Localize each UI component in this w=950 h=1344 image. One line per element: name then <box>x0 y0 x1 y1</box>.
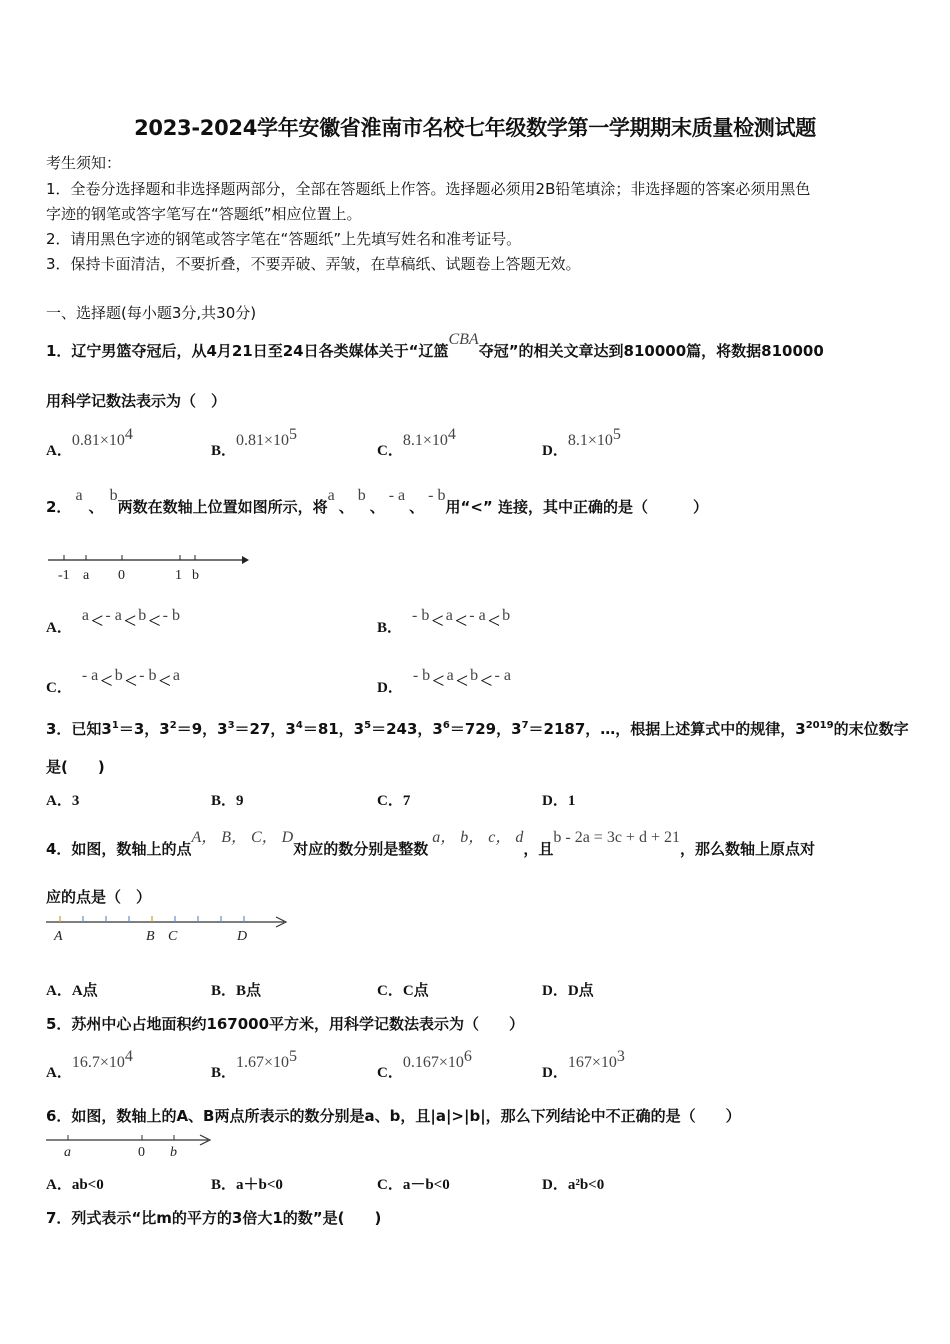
q6-option-b[interactable]: B．a＋b<0 <box>211 1177 283 1193</box>
q1-option-d[interactable] <box>542 426 621 459</box>
q6-option-c[interactable]: C．a－b<0 <box>377 1177 450 1193</box>
q2-var-b: b <box>109 487 118 504</box>
q2-label-b: b <box>192 568 199 583</box>
q2-b-t4: b <box>502 607 511 624</box>
q2-c-t2: b <box>114 667 123 684</box>
q4-label-C: C <box>168 929 178 944</box>
q1-option-d-exp: 5 <box>612 426 621 443</box>
q3-t2: ＝9，3 <box>176 720 228 738</box>
q2-a-lt2: < <box>123 608 137 633</box>
q2-d-t4: - a <box>494 667 511 684</box>
q4-mid: 对应的数分别是整数 <box>293 840 429 858</box>
q5-option-a-label: A． <box>46 1065 72 1081</box>
q6-option-a[interactable]: A．ab<0 <box>46 1177 104 1193</box>
q2-mid-text: 两数在数轴上位置如图所示，将 <box>117 498 328 516</box>
q2-sep: 、 <box>88 498 104 516</box>
q4-ticks <box>60 916 244 922</box>
question-7: 7．列式表示“比m的平方的3倍大1的数”是( ) <box>46 1209 382 1227</box>
q3-e8: 2019 <box>805 720 834 731</box>
q4-label-B: B <box>146 929 155 944</box>
q2-label-m1: -1 <box>58 568 70 583</box>
q3-line-2: 是( ) <box>46 758 105 776</box>
q2-b-lt1: < <box>431 608 444 633</box>
notes-line-1: 1．全卷分选择题和非选择题两部分，全部在答题纸上作答。选择题必须用2B铅笔填涂；非选择题的答案必须用黑色 <box>46 180 811 198</box>
q1-option-b-mantissa: 0.81×10 <box>236 432 290 449</box>
question-6: 6．如图，数轴上的A、B两点所表示的数分别是a、b，且|a|>|b|，那么下列结论中不正确的是（ ） <box>46 1107 741 1125</box>
q1-line-2: 用科学记数法表示为（ ） <box>46 392 227 410</box>
q2-label-0: 0 <box>118 568 125 583</box>
q2-sep-2: 、 <box>338 498 354 516</box>
q4-option-b[interactable]: B．B点 <box>211 983 262 999</box>
q3-option-a[interactable]: A．3 <box>46 793 80 809</box>
q5-option-a[interactable] <box>46 1048 133 1081</box>
q3-e4: 4 <box>295 720 303 731</box>
q2-c-lt3: < <box>158 668 171 693</box>
q5-option-b[interactable] <box>211 1048 298 1081</box>
q1-option-d-mantissa: 8.1×10 <box>567 432 613 449</box>
q2-b-t3: - a <box>469 607 486 624</box>
q2-c-t3: - b <box>139 667 157 684</box>
q1-text-post: 夺冠”的相关文章达到810000篇，将数据810000 <box>478 342 824 360</box>
notes-line-3: 3．保持卡面清洁，不要折叠，不要弄破、弄皱，在草稿纸、试题卷上答题无效。 <box>46 255 581 273</box>
q6-label-a: a <box>64 1145 71 1160</box>
q2-a-t3: b <box>138 607 147 624</box>
q3-e3: 3 <box>227 720 235 731</box>
q4-vars: a， b， c， d <box>432 829 524 846</box>
q5-option-d-exp: 3 <box>616 1048 625 1065</box>
q2-end-text: 用“<” 连接，其中正确的是（ ） <box>445 498 709 516</box>
q3-option-c[interactable]: C．7 <box>377 793 411 809</box>
q2-b-t2: a <box>445 607 453 624</box>
q2-var-b2: b <box>357 487 366 504</box>
q1-option-b[interactable] <box>211 426 298 459</box>
q1-option-b-exp: 5 <box>289 426 298 443</box>
q5-option-b-mantissa: 1.67×10 <box>236 1054 290 1071</box>
q2-c-t1: - a <box>81 667 99 684</box>
question-5: 5．苏州中心占地面积约167000平方米，用科学记数法表示为（ ） <box>46 1015 525 1033</box>
q2-a-t1: a <box>81 607 89 624</box>
q6-label-0: 0 <box>138 1145 145 1160</box>
q2-c-t4: a <box>172 667 180 684</box>
q3-t0: 3．已知3 <box>46 720 112 738</box>
question-4 <box>46 824 815 858</box>
q2-d-lt3: < <box>480 668 493 693</box>
q4-label-A: A <box>54 929 63 944</box>
q3-t3: ＝27，3 <box>234 720 296 738</box>
q3-t5: ＝243，3 <box>371 720 443 738</box>
q2-option-b[interactable] <box>377 600 511 636</box>
q5-option-d-mantissa: 167×10 <box>567 1054 617 1071</box>
q5-option-c-mantissa: 0.167×10 <box>402 1054 464 1071</box>
q2-label-a: a <box>83 568 90 583</box>
q2-d-t2: a <box>446 667 454 684</box>
q5-option-c-label: C． <box>377 1065 403 1081</box>
q3-t8: 的末位数字 <box>833 720 909 738</box>
q1-option-b-label: B． <box>211 443 237 459</box>
q2-sep-4: 、 <box>409 498 425 516</box>
q3-t4: ＝81，3 <box>302 720 365 738</box>
q6-number-line <box>44 1132 216 1162</box>
q2-option-a[interactable] <box>46 600 180 636</box>
q2-d-t1: - b <box>412 667 431 684</box>
q1-option-d-label: D． <box>542 443 568 459</box>
q4-points: A， B， C， D <box>191 829 294 846</box>
q5-option-b-label: B． <box>211 1065 237 1081</box>
q2-option-d[interactable] <box>377 660 511 696</box>
question-3 <box>46 718 909 739</box>
page-title: 2023-2024学年安徽省淮南市名校七年级数学第一学期期末质量检测试题 <box>134 116 816 140</box>
q2-d-lt1: < <box>432 668 445 693</box>
question-2 <box>46 484 709 516</box>
q2-var-a: a <box>75 487 83 504</box>
q2-a-lt3: < <box>148 608 161 633</box>
q2-c-lt1: < <box>100 668 113 693</box>
q2-var-nb: - b <box>428 487 446 504</box>
q2-b-lt2: < <box>454 608 468 633</box>
q1-option-c-label: C． <box>377 443 403 459</box>
q2-number: 2． <box>46 498 72 516</box>
q3-e7: 7 <box>521 720 529 731</box>
q3-option-b[interactable]: B．9 <box>211 793 244 809</box>
q2-number-line <box>44 548 254 584</box>
q6-label-b: b <box>170 1145 177 1160</box>
q1-math-cba: CBA <box>448 331 479 348</box>
q5-option-a-exp: 4 <box>124 1048 133 1065</box>
q4-option-c[interactable]: C．C点 <box>377 983 429 999</box>
q6-option-d[interactable]: D．a²b<0 <box>542 1177 605 1193</box>
q4-post: ，那么数轴上原点对 <box>679 840 815 858</box>
q4-number-line <box>44 912 294 946</box>
q5-option-a-mantissa: 16.7×10 <box>71 1054 125 1071</box>
q3-e1: 1 <box>111 720 119 731</box>
q2-a-lt1: < <box>90 608 104 633</box>
q2-var-na: - a <box>388 487 406 504</box>
q2-b-lt3: < <box>487 608 501 633</box>
question-1 <box>46 331 824 361</box>
q2-a-t4: - b <box>162 607 180 624</box>
q1-option-c-mantissa: 8.1×10 <box>402 432 448 449</box>
q2-option-d-label: D． <box>377 680 403 696</box>
q3-t1: ＝3，3 <box>118 720 170 738</box>
q2-var-a2: a <box>327 487 335 504</box>
q2-d-lt2: < <box>455 668 469 693</box>
q1-option-a-mantissa: 0.81×10 <box>71 432 125 449</box>
q4-line-2: 应的点是（ ） <box>46 888 152 906</box>
q3-e2: 2 <box>169 720 177 731</box>
q4-option-a[interactable]: A．A点 <box>46 983 98 999</box>
q1-option-c[interactable] <box>377 426 456 459</box>
notes-line-1b: 字迹的钢笔或答字笔写在“答题纸”相应位置上。 <box>46 205 362 223</box>
q2-label-1: 1 <box>175 568 182 583</box>
q1-option-a-label: A． <box>46 443 72 459</box>
section-heading: 一、选择题(每小题3分,共30分) <box>46 304 257 322</box>
q3-e5: 5 <box>364 720 372 731</box>
q1-option-c-exp: 4 <box>447 426 456 443</box>
q4-label-D: D <box>237 929 248 944</box>
q3-option-d[interactable]: D．1 <box>542 793 576 809</box>
q5-option-d[interactable] <box>542 1048 625 1081</box>
q4-pre: 4．如图，数轴上的点 <box>46 840 192 858</box>
q2-b-t1: - b <box>412 607 430 624</box>
q1-text-pre: 1．辽宁男篮夺冠后，从4月21日至24日各类媒体关于“辽篮 <box>46 342 449 360</box>
q2-a-t2: - a <box>105 607 122 624</box>
q2-option-a-label: A． <box>46 620 72 636</box>
q4-equation: b - 2a = 3c + d + 21 <box>553 829 680 846</box>
q2-axis-arrow <box>242 556 249 564</box>
q5-option-c[interactable] <box>377 1048 472 1081</box>
q2-c-lt2: < <box>124 668 138 693</box>
q2-sep-3: 、 <box>369 498 385 516</box>
q5-option-d-label: D． <box>542 1065 568 1081</box>
q3-t6: ＝729，3 <box>449 720 522 738</box>
q2-option-c[interactable] <box>46 660 180 696</box>
q2-d-t3: b <box>470 667 479 684</box>
q5-option-c-exp: 6 <box>463 1048 472 1065</box>
q2-option-b-label: B． <box>377 620 403 636</box>
q4-and: ，且 <box>523 840 554 858</box>
q1-option-a[interactable] <box>46 426 133 459</box>
q2-option-c-label: C． <box>46 680 72 696</box>
q3-t7: ＝2187，…，根据上述算式中的规律，3 <box>528 720 806 738</box>
q1-option-a-exp: 4 <box>124 426 133 443</box>
q3-e6: 6 <box>442 720 450 731</box>
notes-heading: 考生须知： <box>46 154 122 172</box>
q4-option-d[interactable]: D．D点 <box>542 983 594 999</box>
q5-option-b-exp: 5 <box>289 1048 298 1065</box>
notes-line-2: 2．请用黑色字迹的钢笔或答字笔在“答题纸”上先填写姓名和准考证号。 <box>46 230 522 248</box>
